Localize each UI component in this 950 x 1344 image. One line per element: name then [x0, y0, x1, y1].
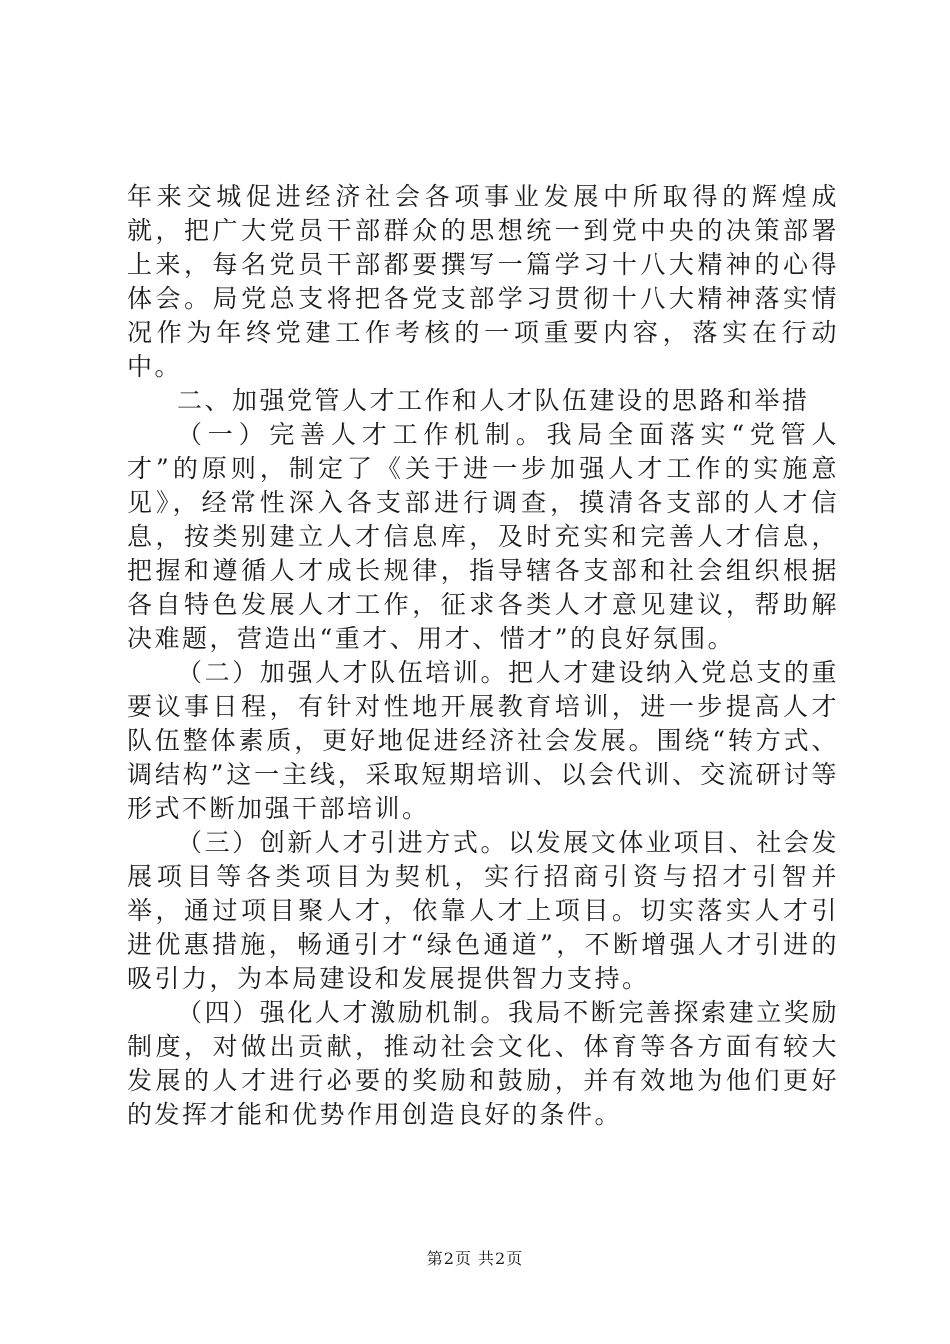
paragraph-recruitment: （三）创新人才引进方式。以发展文体业项目、社会发展项目等各类项目为契机，实行招商引资与招才引智并举，通过项目聚人才，依靠人才上项目。切实落实人才引进优惠措施，畅通引才“绿色通道”，不断增强人才引进的吸引力，为本局建设和发展提供智力支持。 [127, 828, 839, 993]
paragraph-mechanism: （一）完善人才工作机制。我局全面落实“党管人才”的原则，制定了《关于进一步加强人才工作的实施意见》，经常性深入各支部进行调查，摸清各支部的人才信息，按类别建立人才信息库，及时充实和完善人才信息，把握和遵循人才成长规律，指导辖各支部和社会组织根据各自特色发展人才工作，征求各类人才意见建议，帮助解决难题，营造出“重才、用才、惜才”的良好氛围。 [127, 420, 839, 653]
paragraph-training: （二）加强人才队伍培训。把人才建设纳入党总支的重要议事日程，有针对性地开展教育培训，进一步提高人才队伍整体素质，更好地促进经济社会发展。围绕“转方式、调结构”这一主线，采取短期培训、以会代训、交流研讨等形式不断加强干部培训。 [127, 658, 839, 823]
section-heading: 二、加强党管人才工作和人才队伍建设的思路和举措 [177, 386, 810, 415]
document-body [127, 180, 839, 1132]
paragraph-incentive: （四）强化人才激励机制。我局不断完善探索建立奖励制度，对做出贡献，推动社会文化、体育等各方面有较大发展的人才进行必要的奖励和鼓励，并有效地为他们更好的发挥才能和优势作用创造良好的条件。 [127, 998, 839, 1129]
paragraph-continuation: 年来交城促进经济社会各项事业发展中所取得的辉煌成就，把广大党员干部群众的思想统一到党中央的决策部署上来，每名党员干部都要撰写一篇学习十八大精神的心得体会。局党总支将把各党支部学习贯彻十八大精神落实情况作为年终党建工作考核的一项重要内容，落实在行动中。 [127, 182, 839, 381]
page-number-footer: 第2页 共2页 [426, 1249, 524, 1268]
